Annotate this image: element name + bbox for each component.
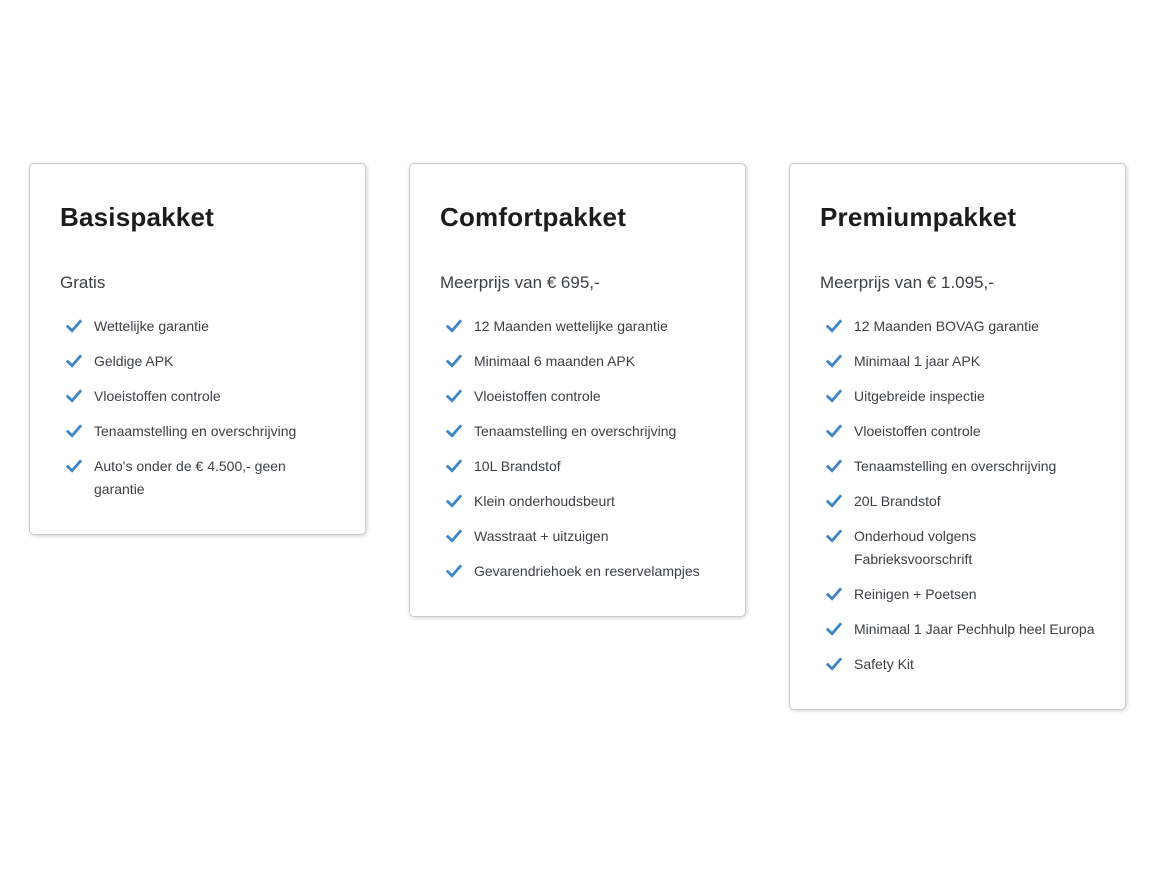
feature-list [820, 315, 1095, 676]
feature-label: Geldige APK [94, 353, 174, 369]
check-icon [826, 388, 842, 404]
feature-item [826, 583, 1095, 606]
check-icon [66, 353, 82, 369]
feature-item [446, 455, 715, 478]
package-title: Basispakket [60, 202, 214, 232]
check-icon [66, 423, 82, 439]
feature-label: 10L Brandstof [474, 458, 561, 474]
feature-item [826, 618, 1095, 641]
feature-item [826, 525, 1095, 571]
feature-label: Gevarendriehoek en reservelampjes [474, 563, 700, 579]
feature-item [826, 385, 1095, 408]
feature-label: 20L Brandstof [854, 493, 941, 509]
feature-label: 12 Maanden wettelijke garantie [474, 318, 668, 334]
packages-row [29, 163, 1126, 710]
check-icon [826, 528, 842, 544]
check-icon [446, 423, 462, 439]
check-icon [66, 318, 82, 334]
feature-list [60, 315, 335, 501]
check-icon [826, 353, 842, 369]
feature-label: Safety Kit [854, 656, 914, 672]
feature-item [826, 420, 1095, 443]
feature-item [826, 455, 1095, 478]
feature-item [446, 525, 715, 548]
feature-item [826, 490, 1095, 513]
feature-item [66, 455, 335, 501]
check-icon [826, 493, 842, 509]
package-title: Premiumpakket [820, 202, 1017, 232]
feature-label: Uitgebreide inspectie [854, 388, 985, 404]
feature-item [826, 315, 1095, 338]
check-icon [826, 318, 842, 334]
feature-label: Minimaal 1 Jaar Pechhulp heel Europa [854, 621, 1095, 637]
feature-item [446, 490, 715, 513]
check-icon [446, 318, 462, 334]
feature-label: Vloeistoffen controle [94, 388, 221, 404]
feature-item [66, 385, 335, 408]
check-icon [826, 586, 842, 602]
package-price: Meerprijs van € 1.095,- [820, 273, 994, 292]
check-icon [446, 563, 462, 579]
feature-label: Minimaal 1 jaar APK [854, 353, 981, 369]
feature-item [826, 350, 1095, 373]
check-icon [446, 493, 462, 509]
package-card-basispakket [29, 163, 366, 535]
feature-label: Klein onderhoudsbeurt [474, 493, 615, 509]
package-title: Comfortpakket [440, 202, 627, 232]
feature-label: Tenaamstelling en overschrijving [854, 458, 1057, 474]
feature-label: Tenaamstelling en overschrijving [94, 423, 297, 439]
feature-list [440, 315, 715, 583]
feature-item [66, 420, 335, 443]
check-icon [826, 621, 842, 637]
check-icon [446, 388, 462, 404]
check-icon [826, 656, 842, 672]
check-icon [826, 423, 842, 439]
package-price: Meerprijs van € 695,- [440, 273, 600, 292]
check-icon [826, 458, 842, 474]
feature-label: Tenaamstelling en overschrijving [474, 423, 677, 439]
feature-label: Auto's onder de € 4.500,- geen garantie [94, 458, 286, 497]
feature-label: Vloeistoffen controle [854, 423, 981, 439]
feature-label: Wasstraat + uitzuigen [474, 528, 609, 544]
feature-label: Reinigen + Poetsen [854, 586, 977, 602]
package-card-premiumpakket [789, 163, 1126, 710]
feature-label: Minimaal 6 maanden APK [474, 353, 636, 369]
feature-item [446, 385, 715, 408]
check-icon [446, 528, 462, 544]
check-icon [66, 388, 82, 404]
check-icon [446, 353, 462, 369]
check-icon [66, 458, 82, 474]
feature-item [826, 653, 1095, 676]
feature-label: Wettelijke garantie [94, 318, 209, 334]
package-price: Gratis [60, 273, 106, 292]
feature-label: Onderhoud volgens Fabrieksvoorschrift [854, 528, 977, 567]
feature-label: 12 Maanden BOVAG garantie [854, 318, 1039, 334]
package-card-comfortpakket [409, 163, 746, 617]
feature-item [66, 315, 335, 338]
feature-item [66, 350, 335, 373]
feature-label: Vloeistoffen controle [474, 388, 601, 404]
feature-item [446, 350, 715, 373]
check-icon [446, 458, 462, 474]
feature-item [446, 420, 715, 443]
feature-item [446, 560, 715, 583]
feature-item [446, 315, 715, 338]
